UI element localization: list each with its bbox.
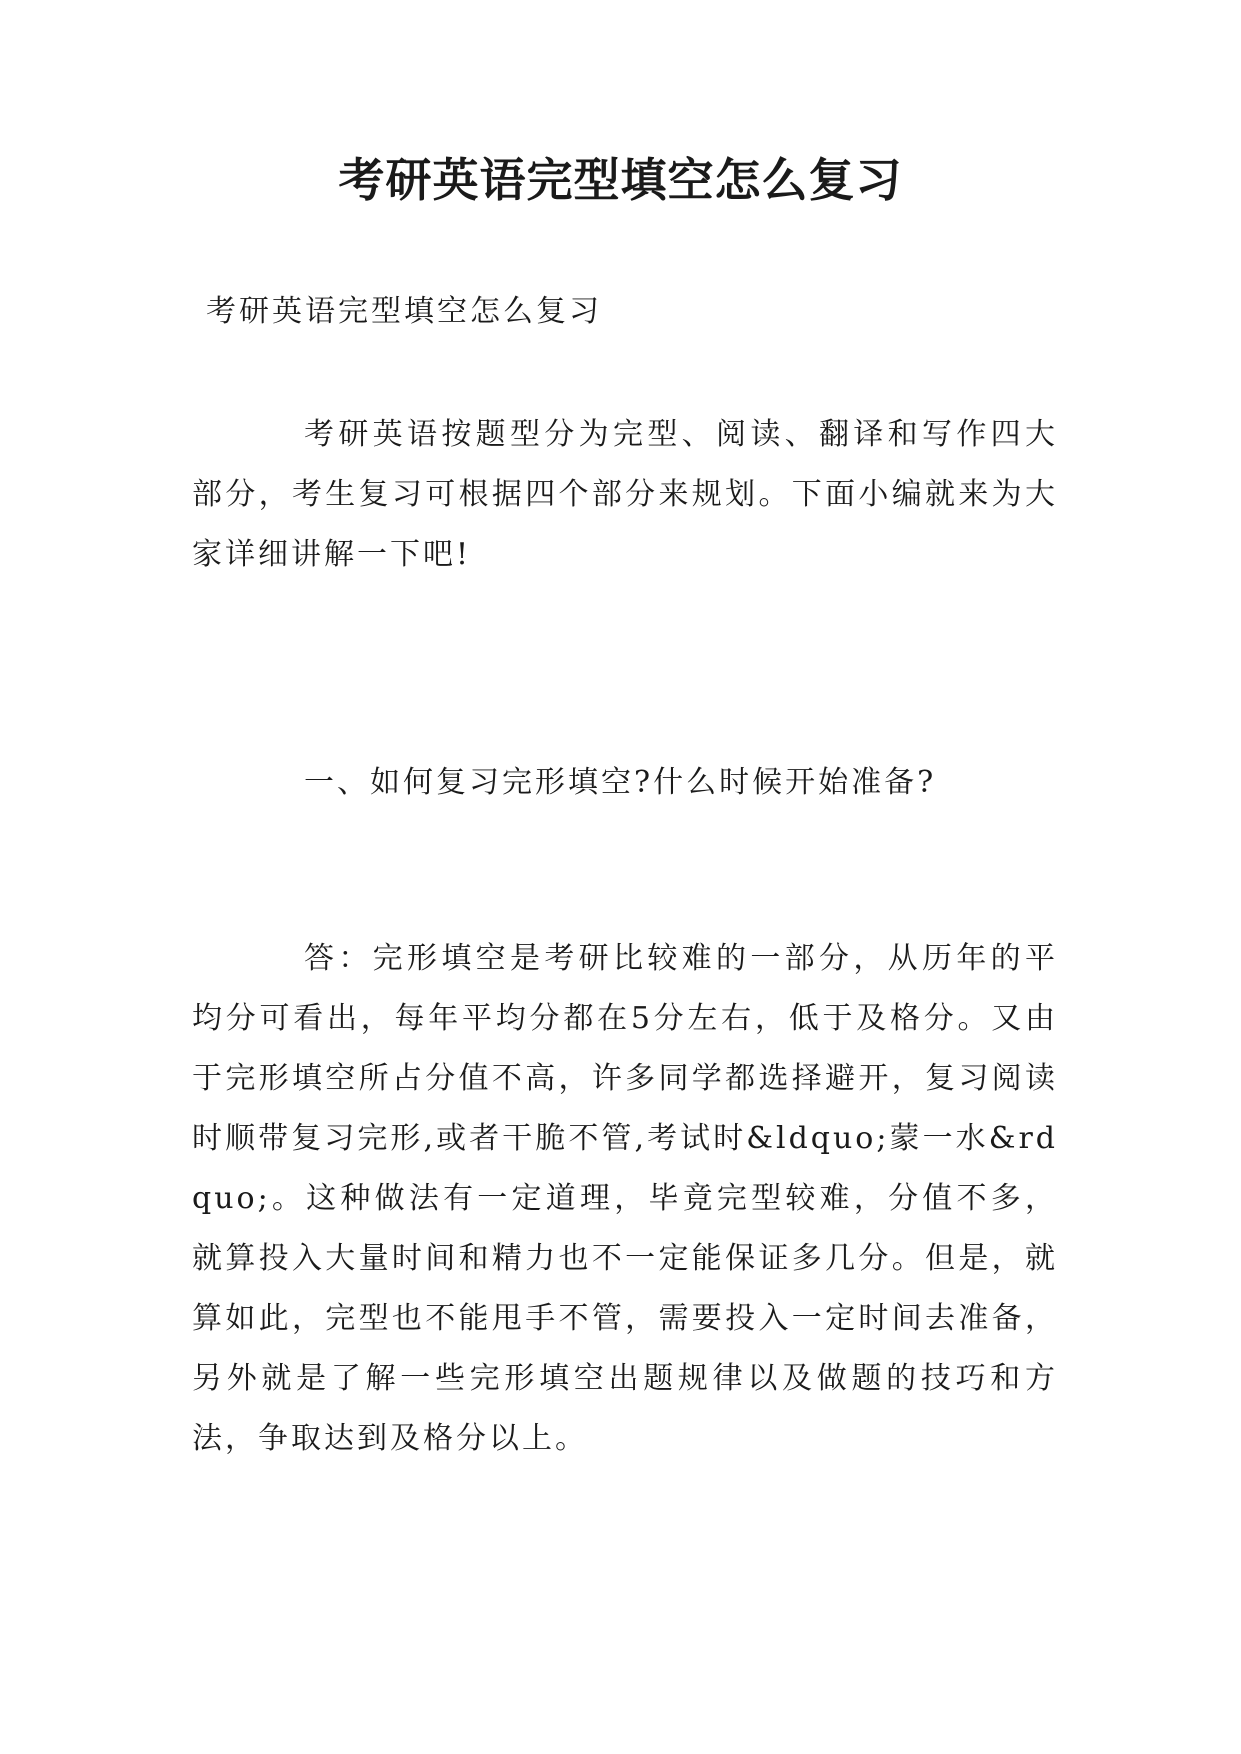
intro-paragraph: 考研英语按题型分为完型、阅读、翻译和写作四大部分，考生复习可根据四个部分来规划。下面小编就来为大家详细讲解一下吧!: [192, 417, 1058, 572]
answer-paragraph: 答：完形填空是考研比较难的一部分，从历年的平均分可看出，每年平均分都在5分左右，低于及格分。又由于完形填空所占分值不高，许多同学都选择避开，复习阅读时顺带复习完形,或者干脆不管,考试时&ldquo;蒙一水&rdquo;。这种做法有一定道理，毕竟完型较难，分值不多，就算投入大量时间和精力也不一定能保证多几分。但是，就算如此，完型也不能甩手不管，需要投入一定时间去准备，另外就是了解一些完形填空出题规律以及做题的技巧和方法，争取达到及格分以上。: [192, 941, 1058, 1456]
document-subtitle: 考研英语完型填空怎么复习: [206, 294, 602, 329]
section-heading: 一、如何复习完形填空?什么时候开始准备?: [304, 765, 937, 800]
document-title: 考研英语完型填空怎么复习: [338, 153, 903, 207]
